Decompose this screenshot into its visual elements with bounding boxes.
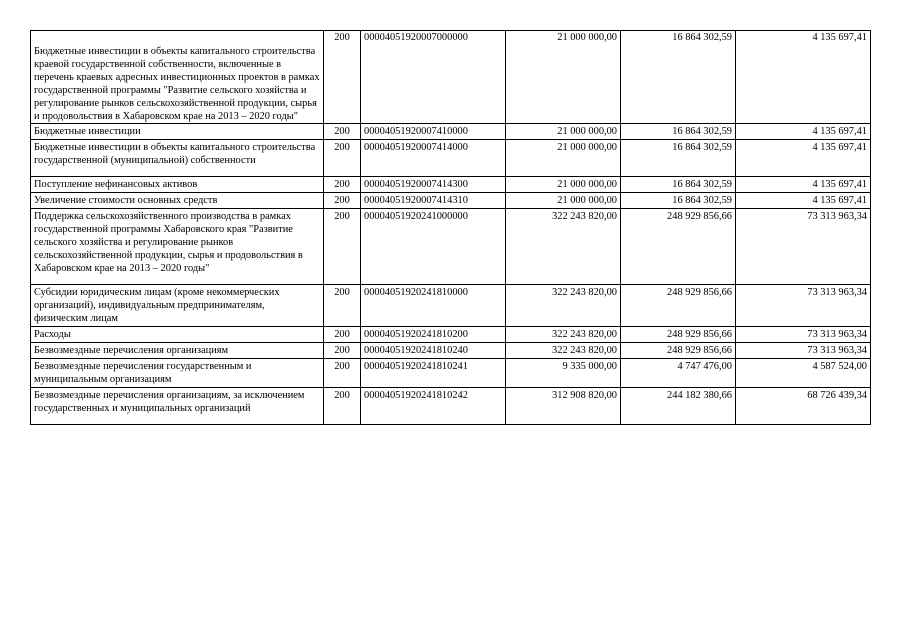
row-name: Поступление нефинансовых активов xyxy=(31,177,324,193)
row-unexecuted-amount: 4 587 524,00 xyxy=(736,359,871,388)
row-line-code: 200 xyxy=(324,343,361,359)
row-unexecuted-amount: 4 135 697,41 xyxy=(736,193,871,209)
row-approved-amount: 21 000 000,00 xyxy=(506,124,621,140)
row-budget-code: 00004051920007414310 xyxy=(361,193,506,209)
row-unexecuted-amount: 73 313 963,34 xyxy=(736,285,871,327)
row-budget-code: 00004051920007414000 xyxy=(361,140,506,177)
row-approved-amount: 322 243 820,00 xyxy=(506,327,621,343)
row-approved-amount: 21 000 000,00 xyxy=(506,140,621,177)
table-row xyxy=(31,343,871,359)
row-approved-amount: 322 243 820,00 xyxy=(506,285,621,327)
table-row xyxy=(31,388,871,425)
table-row xyxy=(31,31,871,124)
table-row xyxy=(31,177,871,193)
row-line-code: 200 xyxy=(324,359,361,388)
row-line-code: 200 xyxy=(324,327,361,343)
row-approved-amount: 322 243 820,00 xyxy=(506,343,621,359)
row-budget-code: 00004051920007000000 xyxy=(361,31,506,124)
row-unexecuted-amount: 73 313 963,34 xyxy=(736,209,871,285)
row-name: Безвозмездные перечисления организациям xyxy=(31,343,324,359)
row-executed-amount: 4 747 476,00 xyxy=(621,359,736,388)
table-row xyxy=(31,327,871,343)
row-budget-code: 00004051920007410000 xyxy=(361,124,506,140)
row-unexecuted-amount: 73 313 963,34 xyxy=(736,327,871,343)
row-line-code: 200 xyxy=(324,285,361,327)
row-name: Бюджетные инвестиции xyxy=(31,124,324,140)
row-name: Безвозмездные перечисления организациям, за исключением государственных и муниципальных организаций xyxy=(34,390,305,414)
row-executed-amount: 16 864 302,59 xyxy=(621,124,736,140)
row-executed-amount: 16 864 302,59 xyxy=(621,140,736,177)
row-unexecuted-amount: 73 313 963,34 xyxy=(736,343,871,359)
row-approved-amount: 21 000 000,00 xyxy=(506,31,621,124)
budget-execution-table xyxy=(30,30,871,425)
row-budget-code: 00004051920241810241 xyxy=(361,359,506,388)
row-line-code: 200 xyxy=(324,177,361,193)
row-executed-amount: 244 182 380,66 xyxy=(621,388,736,425)
table-row xyxy=(31,193,871,209)
row-unexecuted-amount: 4 135 697,41 xyxy=(736,31,871,124)
row-name: Поддержка сельскохозяйственного производства в рамках государственной программы Хабаровского края "Развитие сельского хозяйства и регулирование рынков сельскохозяйственной продукции, сырья и продовольствия в Хабаровском крае на 2013 – 2020 годы" xyxy=(34,211,303,274)
row-name: Бюджетные инвестиции в объекты капитального строительства краевой государственной собственности, включенные в перечень краевых адресных инвестиционных проектов в рамках государственной программы "Развитие сельского хозяйства и регулирование рынков сельскохозяйственной продукции, сырья и продовольствия в Хабаровском крае на 2013 – 2020 годы" xyxy=(31,31,324,124)
row-executed-amount: 248 929 856,66 xyxy=(621,343,736,359)
row-approved-amount: 21 000 000,00 xyxy=(506,177,621,193)
row-unexecuted-amount: 4 135 697,41 xyxy=(736,124,871,140)
row-approved-amount: 312 908 820,00 xyxy=(506,388,621,425)
row-approved-amount: 322 243 820,00 xyxy=(506,209,621,285)
row-executed-amount: 248 929 856,66 xyxy=(621,327,736,343)
row-approved-amount: 21 000 000,00 xyxy=(506,193,621,209)
row-name: Бюджетные инвестиции в объекты капитального строительства государственной (муниципальной) собственности xyxy=(34,142,316,166)
row-name: Увеличение стоимости основных средств xyxy=(31,193,324,209)
table-row xyxy=(31,209,871,285)
row-unexecuted-amount: 4 135 697,41 xyxy=(736,177,871,193)
row-line-code: 200 xyxy=(324,193,361,209)
row-name: Расходы xyxy=(31,327,324,343)
row-approved-amount: 9 335 000,00 xyxy=(506,359,621,388)
row-line-code: 200 xyxy=(324,31,361,124)
row-budget-code: 00004051920241810242 xyxy=(361,388,506,425)
row-executed-amount: 16 864 302,59 xyxy=(621,193,736,209)
row-executed-amount: 248 929 856,66 xyxy=(621,209,736,285)
table-row xyxy=(31,285,871,327)
table-row xyxy=(31,359,871,388)
row-line-code: 200 xyxy=(324,124,361,140)
row-budget-code: 00004051920241810000 xyxy=(361,285,506,327)
row-executed-amount: 248 929 856,66 xyxy=(621,285,736,327)
row-line-code: 200 xyxy=(324,388,361,425)
table-row xyxy=(31,140,871,177)
row-line-code: 200 xyxy=(324,140,361,177)
row-executed-amount: 16 864 302,59 xyxy=(621,177,736,193)
row-executed-amount: 16 864 302,59 xyxy=(621,31,736,124)
row-budget-code: 00004051920241810240 xyxy=(361,343,506,359)
table-row xyxy=(31,124,871,140)
row-unexecuted-amount: 4 135 697,41 xyxy=(736,140,871,177)
row-budget-code: 00004051920241000000 xyxy=(361,209,506,285)
row-budget-code: 00004051920007414300 xyxy=(361,177,506,193)
row-unexecuted-amount: 68 726 439,34 xyxy=(736,388,871,425)
row-name: Субсидии юридическим лицам (кроме некоммерческих организаций), индивидуальным предпринимателям, физическим лицам xyxy=(31,285,324,327)
row-line-code: 200 xyxy=(324,209,361,285)
row-name: Безвозмездные перечисления государственным и муниципальным организациям xyxy=(31,359,324,388)
row-budget-code: 00004051920241810200 xyxy=(361,327,506,343)
